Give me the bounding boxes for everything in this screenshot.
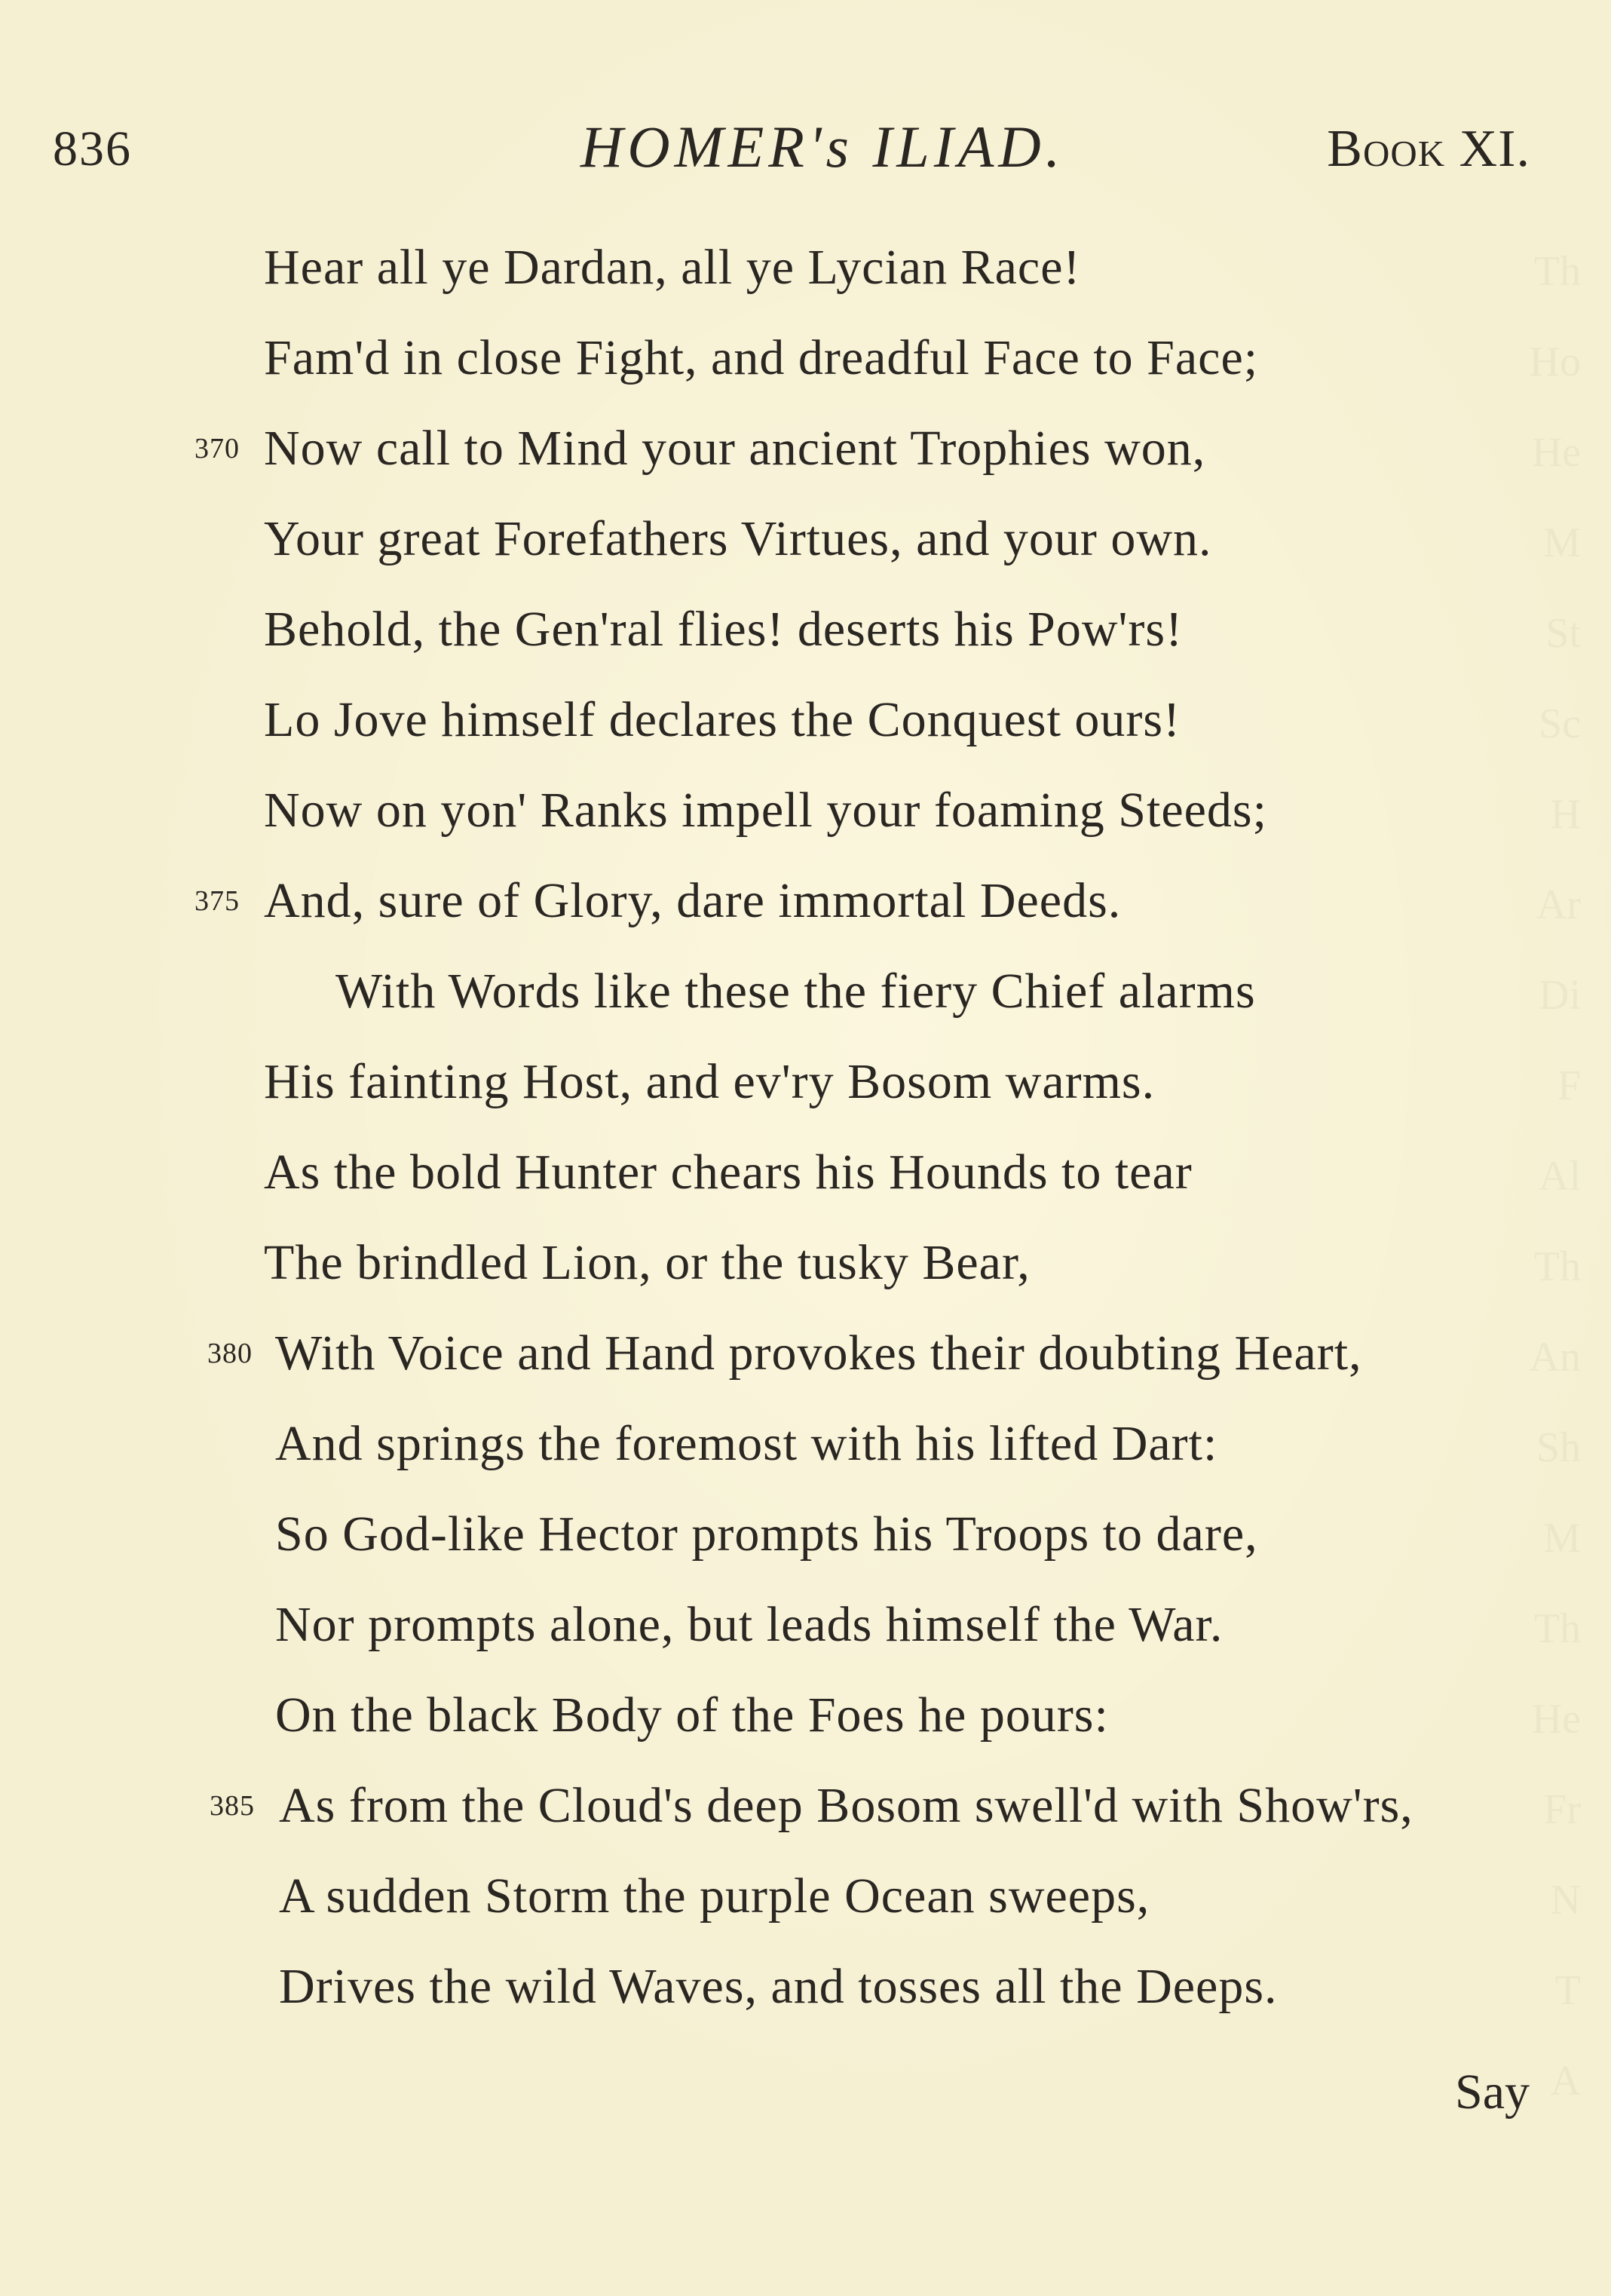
running-title: HOMER's ILIAD. (580, 114, 1065, 179)
verse-line: As from the Cloud's deep Bosom swell'd with Show'rs, (279, 1778, 1413, 1833)
reverse-page-show-through: Th Ho He M St Sc H Ar Di F Al Th An Sh M Th He Fr N T A (1529, 248, 1581, 2104)
line-number: 385 (210, 1790, 255, 1822)
verse-line: On the black Body of the Foes he pours: (275, 1688, 1109, 1743)
verse-line: Nor prompts alone, but leads himself the War. (275, 1597, 1224, 1652)
page-number: 836 (53, 121, 132, 176)
verse-line: As the bold Hunter chears his Hounds to tear (264, 1145, 1193, 1200)
verse-line: So God-like Hector prompts his Troops to dare, (275, 1507, 1258, 1562)
line-number: 375 (194, 885, 240, 917)
verse-line: The brindled Lion, or the tusky Bear, (264, 1235, 1031, 1290)
line-number: 380 (207, 1338, 253, 1369)
verse-line: A sudden Storm the purple Ocean sweeps, (279, 1868, 1150, 1924)
verse-line: And springs the foremost with his lifted Dart: (275, 1416, 1218, 1471)
line-number: 370 (194, 433, 240, 464)
verse-line: With Words like these the fiery Chief alarms (335, 964, 1256, 1019)
verse-line: Hear all ye Dardan, all ye Lycian Race! (264, 240, 1081, 295)
catchword: Say (1455, 2065, 1530, 2120)
verse-line: And, sure of Glory, dare immortal Deeds. (264, 873, 1122, 928)
verse-line: Your great Forefathers Virtues, and your own. (264, 511, 1212, 566)
verse-line: Lo Jove himself declares the Conquest ours! (264, 692, 1181, 747)
verse-line: Now call to Mind your ancient Trophies won, (264, 421, 1206, 476)
verse-line: Drives the wild Waves, and tosses all the Deeps. (279, 1959, 1278, 2014)
verse-line: His fainting Host, and ev'ry Bosom warms. (264, 1054, 1156, 1109)
running-header (53, 113, 1530, 189)
verse-line: Now on yon' Ranks impell your foaming Steeds; (264, 783, 1267, 838)
verse-line: With Voice and Hand provokes their doubting Heart, (275, 1326, 1362, 1381)
verse-line: Behold, the Gen'ral flies! deserts his Pow'rs! (264, 602, 1184, 657)
verse-line: Fam'd in close Fight, and dreadful Face to Face; (264, 330, 1259, 385)
book-label: Book XI. (1327, 120, 1530, 178)
